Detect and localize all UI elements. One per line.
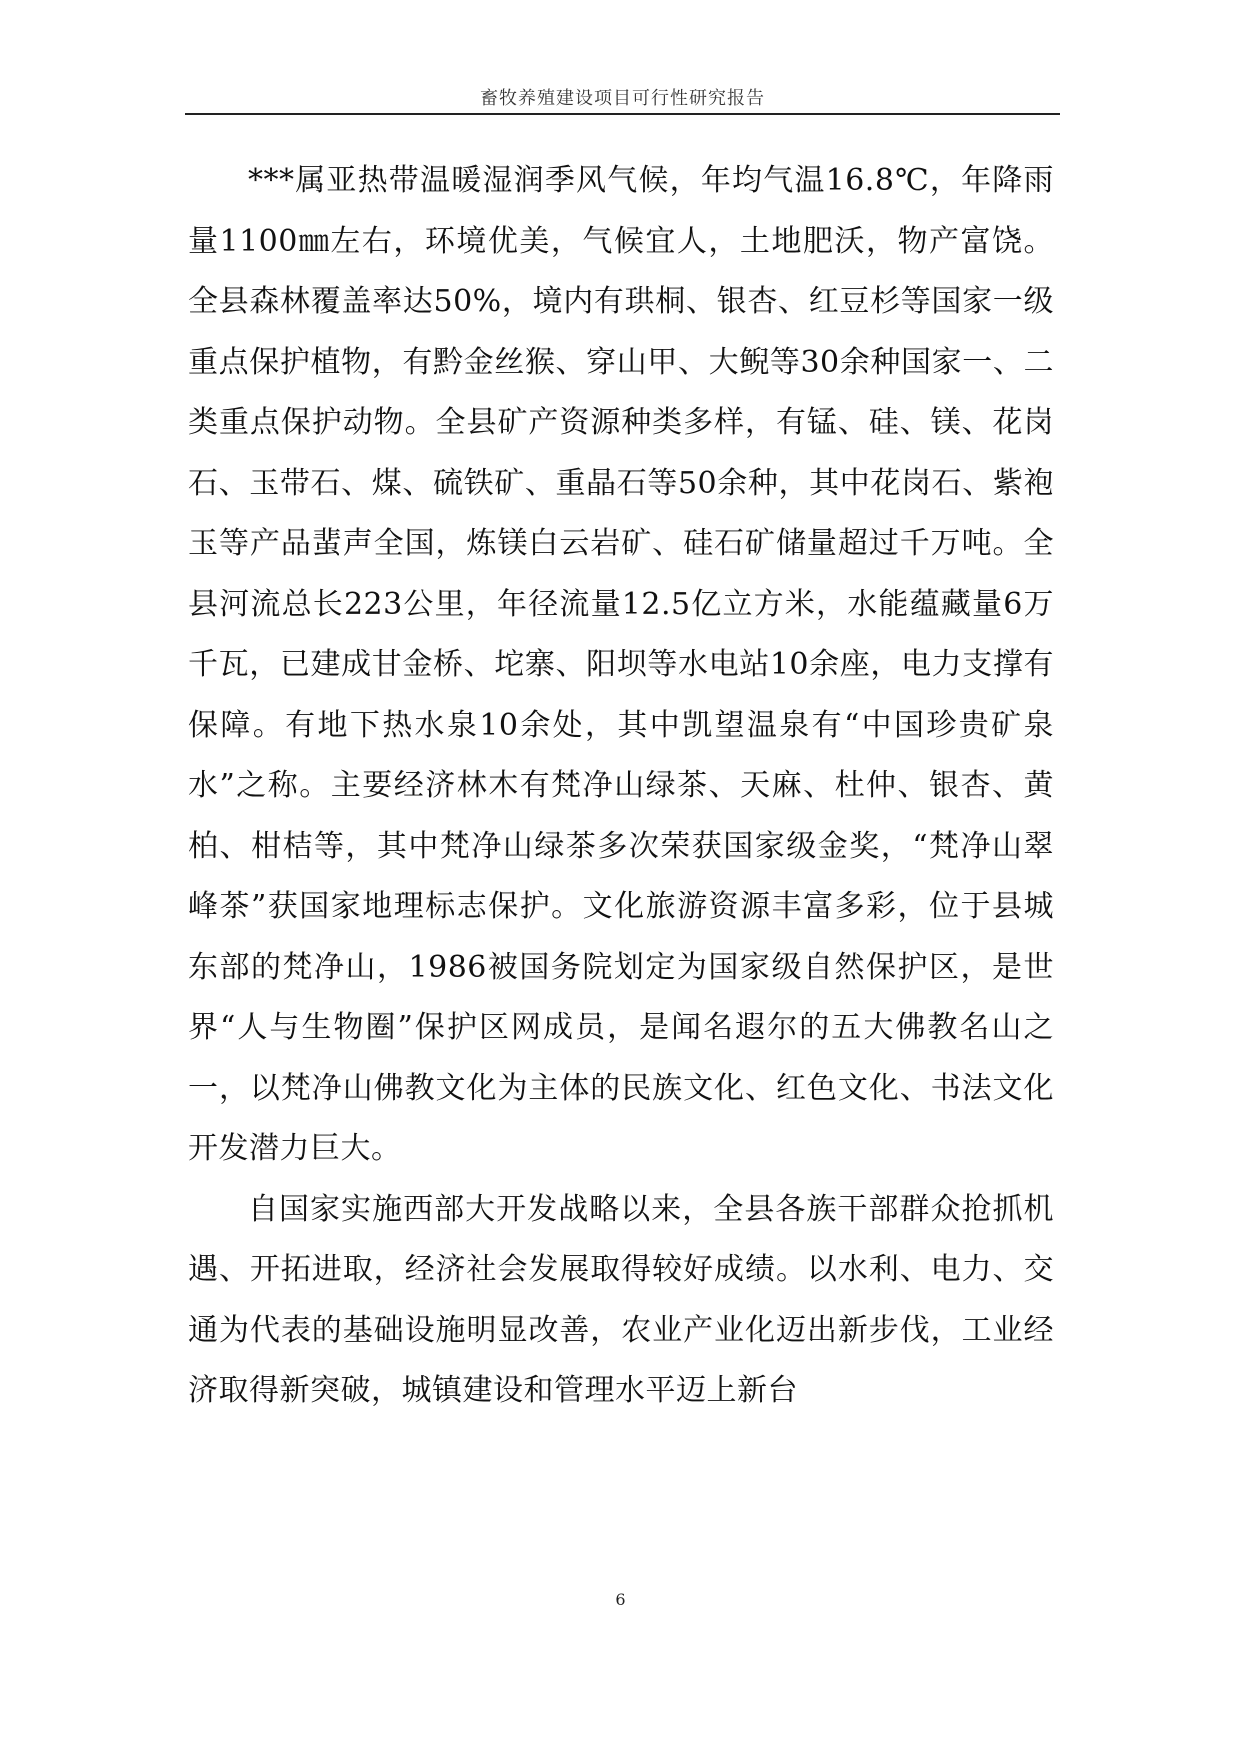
paragraph: ***属亚热带温暖湿润季风气候，年均气温16.8℃，年降雨量1100㎜左右，环境优美，气候宜人，土地肥沃，物产富饶。全县森林覆盖率达50%，境内有珙桐、银杏、红豆杉等国家一级重点保护植物，有黔金丝猴、穿山甲、大鲵等30余种国家一、二类重点保护动物。全县矿产资源种类多样，有锰、硅、镁、花岗石、玉带石、煤、硫铁矿、重晶石等50余种，其中花岗石、紫袍玉等产品蜚声全国，炼镁白云岩矿、硅石矿储量超过千万吨。全县河流总长223公里，年径流量12.5亿立方米，水能蕴藏量6万千瓦，已建成甘金桥、坨寨、阳坝等水电站10余座，电力支撑有保障。有地下热水泉10余处，其中凯望温泉有“中国珍贵矿泉水”之称。主要经济林木有梵净山绿茶、天麻、杜仲、银杏、黄柏、柑桔等，其中梵净山绿茶多次荣获国家级金奖，“梵净山翠峰茶”获国家地理标志保护。文化旅游资源丰富多彩，位于县城东部的梵净山，1986被国务院划定为国家级自然保护区，是世界“人与生物圈”保护区网成员，是闻名遐尔的五大佛教名山之一，以梵净山佛教文化为主体的民族文化、红色文化、书法文化开发潜力巨大。 (188, 163, 1054, 1166)
page-number: 6 (615, 1590, 626, 1609)
header-rule (185, 113, 1060, 115)
running-header: 畜牧养殖建设项目可行性研究报告 (480, 88, 765, 109)
paragraph: 自国家实施西部大开发战略以来，全县各族干部群众抢抓机遇、开拓进取，经济社会发展取得较好成绩。以水利、电力、交通为代表的基础设施明显改善，农业产业化迈出新步伐，工业经济取得新突破，城镇建设和管理水平迈上新台 (188, 1191, 1054, 1408)
body-text (188, 151, 1054, 1422)
